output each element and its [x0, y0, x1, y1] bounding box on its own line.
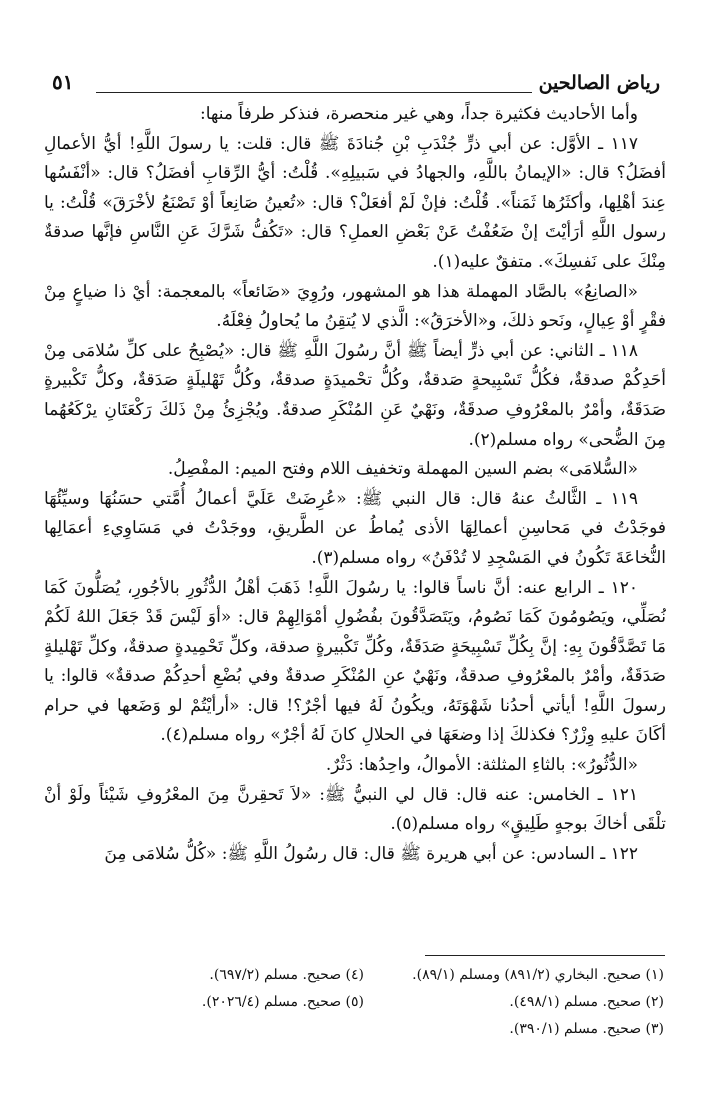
footnote-row	[44, 962, 664, 989]
note-120: «الدُّثُورُ»: بالثاءِ المثلثة: الأموالُ، واحِدُها: دَثْرٌ.	[325, 755, 638, 776]
footnote-row	[44, 989, 664, 1016]
hadith-120: ١٢٠ ـ الرابع عنه: أنَّ ناساً قالوا: يا رسُولَ اللَّهِ! ذَهَبَ أهْلُ الدُّثُورِ بالأجُورِ، يُصَلُّونَ كَمَا نُصَلِّي، ويَصُومُونَ كَمَا نَصُومُ، ويَتَصَدَّقُونَ بفُضُولِ أمْوَالِهِمْ قال: «أوَ لَيْسَ قَدْ جَعَلَ اللهُ لَكُمْ مَا تَصَّدَّقُونَ بِهِ: إنَّ بِكُلِّ تَسْبِيحَةٍ صَدَقَةٌ، وكُلِّ تَكْبيرةٍ صدقة، وكلِّ تَحْمِيدةٍ صدقةٌ، وكلِّ تَهْليلةٍ صَدَقَةٌ، وأمْرٌ بالمعْرُوفِ صدقةٌ، ونَهْيٌ عنِ المُنْكَرِ صدقةٌ وفي بُضْعِ أحدِكُمْ صدقةٌ» قالوا: يا رسولَ اللَّهِ! أيأتي أحدُنا شَهْوَتَهُ، ويكُونُ لَهُ فيها أجْرٌ؟! قال: «أرأيْتُمْ لو وَضَعها في حرام أكَانَ عليهِ وِزْرٌ؟ فكذلكَ إذا وضعَهَا في الحلالِ كانَ لَهُ أجْرٌ» رواه مسلم(٤).	[44, 577, 666, 746]
running-header	[48, 70, 660, 100]
footnote-2: (٢) صحيح. مسلم (٤٩٨/١).	[509, 994, 664, 1010]
footnote-5: (٥) صحيح. مسلم (٢٠٢٦/٤).	[201, 994, 364, 1010]
book-title: رياض الصالحين	[538, 72, 660, 94]
hadith-122: ١٢٢ ـ السادس: عن أبي هريرة ﷺ قال: قال رسُولُ اللَّهِ ﷺ: «كُلُّ سُلامَى مِنَ	[104, 843, 638, 864]
footnote-1: (١) صحيح. البخاري (٨٩١/٢) ومسلم (٨٩/١).	[412, 967, 664, 983]
header-rule	[96, 92, 532, 93]
hadith-118: ١١٨ ـ الثاني: عن أبي ذرٍّ أيضاً ﷺ أنَّ رسُولَ اللَّهِ ﷺ قال: «يُصْبِحُ على كلِّ سُلامَى مِنْ أحَدِكُمْ صدقةٌ، فكُلُّ تَسْبِيحةٍ صَدقةٌ، وكُلُّ تحْميدَةٍ صدقةٌ، وكُلُّ تَهْليلَةٍ صَدَقةٌ، وكلُّ تَكْبيرةٍ صَدَقَةٌ، وأمْرٌ بالمعْرُوفِ صدقَةٌ، ونَهْيٌ عَنِ المُنْكَرِ صدقةٌ. ويُجْزِئُ مِنْ ذَلكَ رَكْعَتَانِ يرْكَعُهُما مِنَ الضُّحى» رواه مسلم(٢).	[44, 340, 666, 450]
page-number: ٥١	[52, 70, 74, 94]
footnote-4: (٤) صحيح. مسلم (٦٩٧/٢).	[209, 967, 364, 983]
intro-paragraph: وأما الأحاديث فكثيرة جداً، وهي غير منحصرة، فنذكر طرفاً منها:	[200, 104, 638, 124]
main-text	[44, 100, 666, 920]
hadith-117: ١١٧ ـ الأوَّل: عن أبي ذرٍّ جُنْدَبِ بْنِ جُنادَةَ ﷺ قال: قلت: يا رسولَ اللَّهِ! أيُّ الأعمالِ أفضَلُ؟ قال: «الإيمانُ باللَّهِ، والجهادُ في سَبيلِهِ». قُلْتُ: أيُّ الرِّقابِ أفضَلُ؟ قال: «أنْفَسُها عِندَ أهْلِها، وأكثَرُها ثَمَناً». قُلْتُ: فإنْ لَمْ أفعَلْ؟ قال: «تُعينُ صَانِعاً أوْ تَصْنَعُ لأخْرَقَ» قُلْتُ: يا رسول اللَّهِ أرَأيْتَ إنْ ضَعُفْتُ عَنْ بَعْضِ العملِ؟ قال: «تَكُفُّ شَرَّكَ عَنِ النَّاسِ فإنَّها صدقةٌ مِنْكَ على نَفسِكَ». متفقٌ عليه(١).	[44, 133, 666, 272]
hadith-119: ١١٩ ـ الثَّالثُ عنهُ قال: قال النبي ﷺ: «عُرِضَتْ عَلَيَّ أعمالُ أُمَّتي حسَنُهَا وسيِّئُهَا فوجَدْتُ في مَحاسِنِ أعمالِهَا الأذى يُماطُ عن الطَّريقِ، ووجَدْتُ في مَسَاوِيءِ أعمَالِها النُّخاعَةَ تَكُونُ في المَسْجِدِ لا تُدْفَنُ» رواه مسلم(٣).	[44, 488, 666, 568]
footnote-separator	[425, 955, 665, 956]
note-118: «السُّلامَى» بضم السين المهملة وتخفيف اللام وفتح الميم: المفْصِلُ.	[167, 459, 638, 480]
footnote-row	[44, 1016, 664, 1043]
hadith-121: ١٢١ ـ الخامس: عنه قال: قال لي النبيُّ ﷺ: «لاَ تَحقِرنَّ مِنَ المعْرُوفِ شَيْئاً ولَوْ أنْ تلْقَى أخاكَ بوجهٍ طَلِيقٍ» رواه مسلم(٥).	[44, 784, 666, 835]
footnotes	[44, 962, 664, 1043]
footnote-3: (٣) صحيح. مسلم (٣٩٠/١).	[509, 1021, 664, 1037]
note-117: «الصانِعُ» بالصَّاد المهملة هذا هو المشهور، ورُوِيَ «ضَائعاً» بالمعجمة: أيْ ذا ضياعٍ مِنْ فقْرٍ أوْ عِيالٍ، ونَحو ذلكَ، و«الأخرَقُ»: الَّذي لا يُتقِنُ ما يُحاولُ فِعْلَهُ.	[44, 281, 666, 332]
